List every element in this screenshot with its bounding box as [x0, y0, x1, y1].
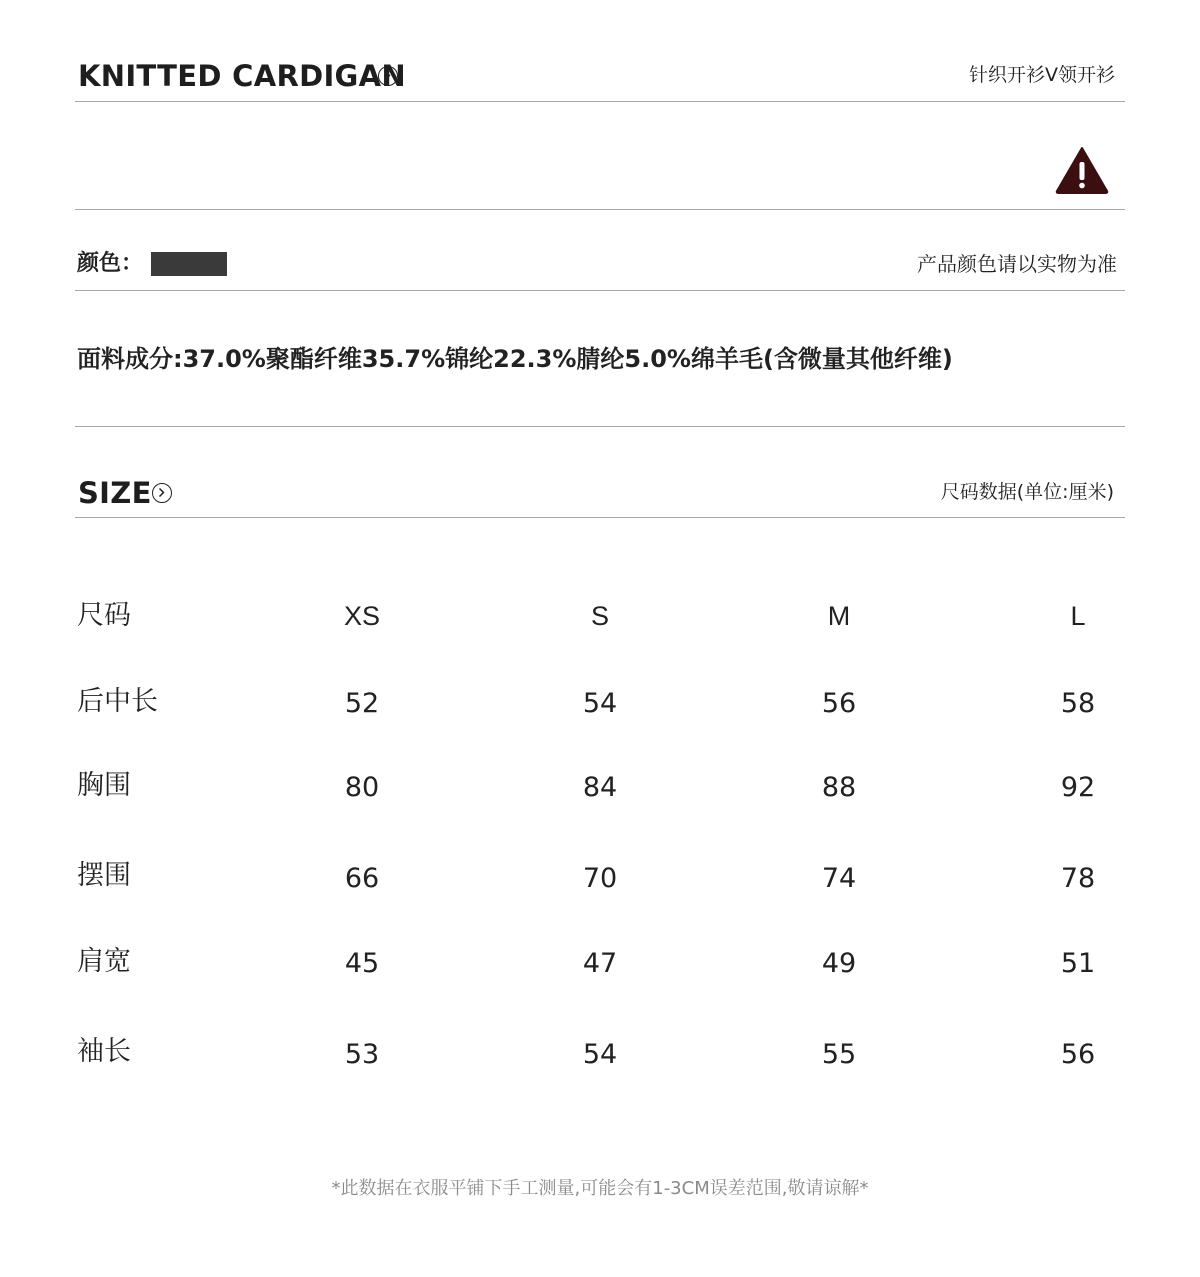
color-label: 颜色： — [77, 251, 144, 276]
table-cell: 78 — [1060, 863, 1096, 894]
size-header-l: L — [1070, 601, 1086, 631]
size-header-label: 尺码 — [77, 600, 131, 631]
table-cell: 53 — [344, 1039, 380, 1070]
table-cell: 80 — [344, 772, 380, 803]
row-label-sleeve: 袖长 — [77, 1036, 131, 1067]
table-cell: 88 — [821, 772, 857, 803]
table-cell: 58 — [1060, 688, 1096, 719]
measurement-footnote: *此数据在衣服平铺下手工测量,可能会有1-3CM误差范围,敬请谅解* — [331, 1178, 869, 1199]
divider — [75, 426, 1125, 427]
fabric-composition: 面料成分:37.0%聚酯纤维35.7%锦纶22.3%腈纶5.0%绵羊毛(含微量其他纤维) — [77, 345, 953, 373]
warning-triangle-icon — [1055, 146, 1109, 194]
table-cell: 51 — [1060, 948, 1096, 979]
table-cell: 92 — [1060, 772, 1096, 803]
size-section-title: SIZE — [78, 476, 152, 510]
chevron-right-circle-icon[interactable] — [378, 66, 398, 86]
product-subtitle-cn: 针织开衫V领开衫 — [969, 64, 1115, 86]
table-cell: 56 — [821, 688, 857, 719]
row-label-hem: 摆围 — [77, 860, 131, 891]
table-cell: 52 — [344, 688, 380, 719]
table-cell: 54 — [582, 1039, 618, 1070]
divider — [75, 517, 1125, 518]
table-cell: 74 — [821, 863, 857, 894]
table-cell: 56 — [1060, 1039, 1096, 1070]
table-cell: 84 — [582, 772, 618, 803]
product-title: KNITTED CARDIGAN — [78, 59, 406, 93]
table-cell: 70 — [582, 863, 618, 894]
table-cell: 66 — [344, 863, 380, 894]
size-header-xs: XS — [343, 601, 381, 631]
table-cell: 55 — [821, 1039, 857, 1070]
table-cell: 45 — [344, 948, 380, 979]
chevron-right-circle-icon[interactable] — [152, 483, 172, 503]
color-note: 产品颜色请以实物为准 — [917, 252, 1117, 276]
table-cell: 54 — [582, 688, 618, 719]
size-header-s: S — [590, 601, 610, 631]
color-swatch — [151, 252, 227, 276]
size-unit-note: 尺码数据(单位:厘米) — [940, 481, 1114, 503]
size-header-m: M — [827, 601, 851, 631]
divider — [75, 101, 1125, 102]
table-cell: 49 — [821, 948, 857, 979]
row-label-chest: 胸围 — [77, 770, 131, 801]
table-cell: 47 — [582, 948, 618, 979]
row-label-back-length: 后中长 — [77, 686, 158, 717]
divider — [75, 209, 1125, 210]
row-label-shoulder: 肩宽 — [77, 946, 131, 977]
divider — [75, 290, 1125, 291]
